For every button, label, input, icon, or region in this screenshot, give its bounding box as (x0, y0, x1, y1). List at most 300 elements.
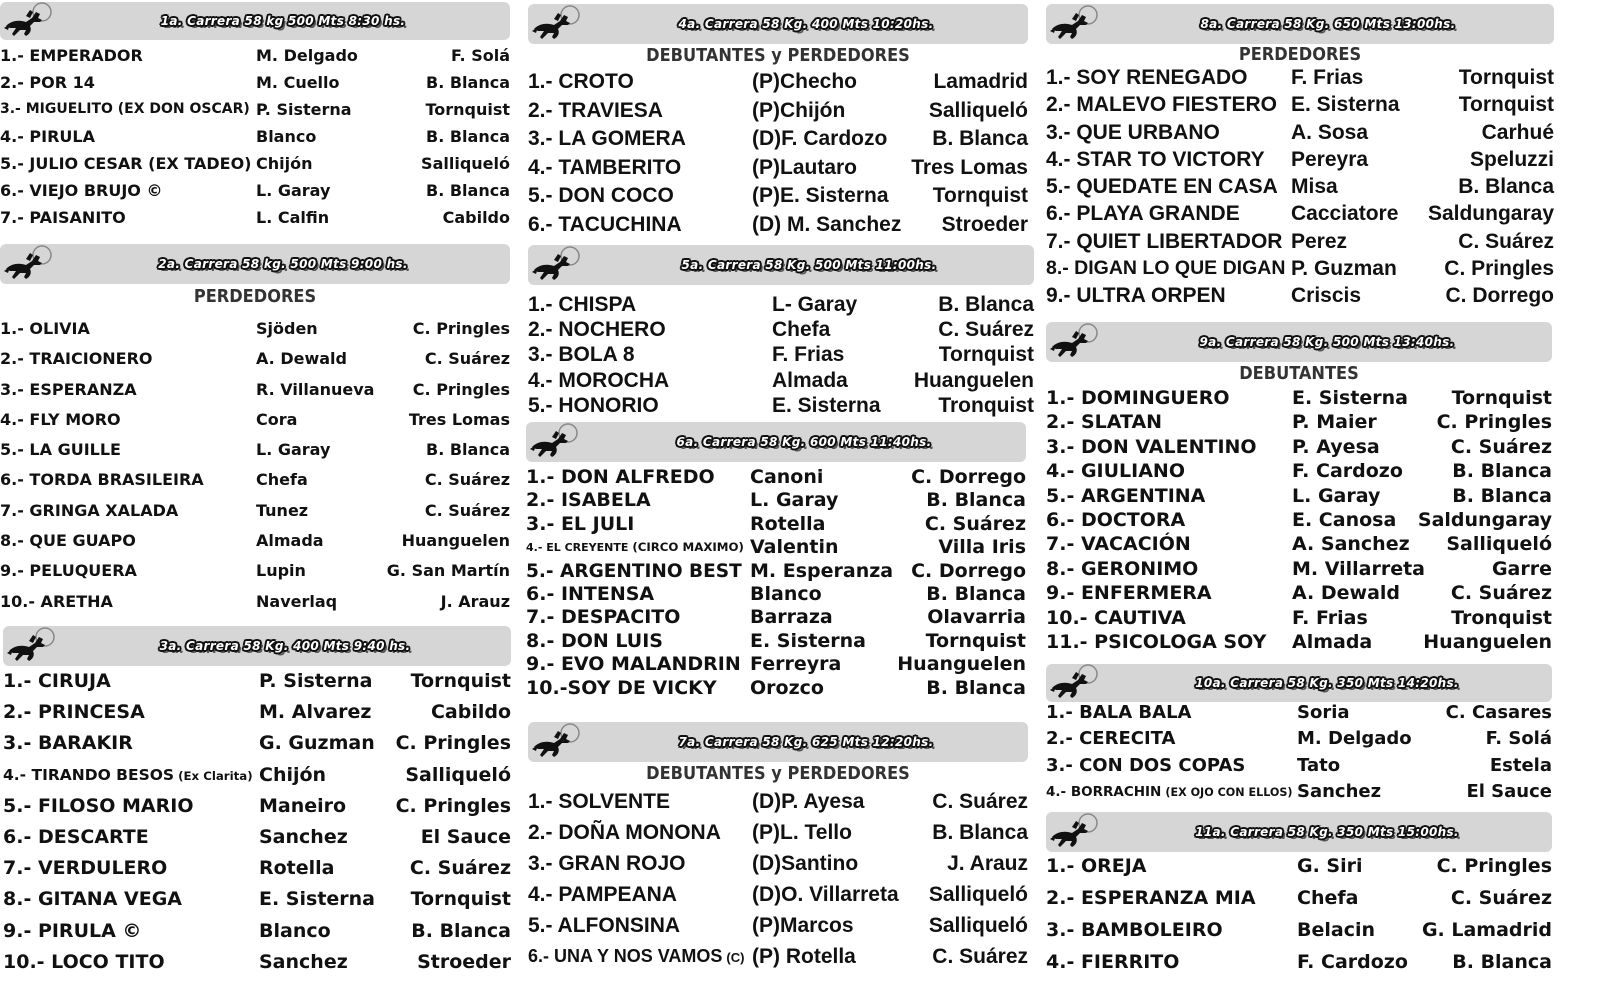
race-title: 8a. Carrera 58 Kg. 650 Mts 13:00hs. (1200, 17, 1456, 31)
entry-list (528, 786, 1028, 972)
horse-name-text: 3.- BAMBOLEIRO (1046, 919, 1223, 941)
city-name: Carhué (1481, 120, 1554, 144)
city-name: J. Arauz (440, 591, 510, 611)
race-title: 2a. Carrera 58 kg. 500 Mts 9:00 hs. (158, 257, 408, 271)
horse-name-text: 4.- STAR TO VICTORY (1046, 147, 1265, 171)
entry-row (1046, 700, 1552, 726)
city-name: Cabildo (442, 208, 510, 227)
entry-row (1046, 484, 1552, 508)
horse-name (526, 466, 715, 489)
horse-name (0, 496, 178, 526)
horse-name (1046, 282, 1226, 309)
entry-row (528, 125, 1028, 154)
horse-name-text: 2.- SLATAN (1046, 411, 1163, 434)
city-name: B. Blanca (426, 127, 510, 146)
race-banner (1046, 664, 1552, 702)
entry-row (0, 204, 510, 231)
race-block (528, 722, 1028, 968)
city-name: Tornquist (425, 100, 510, 119)
horse-name (1046, 459, 1185, 483)
horse-name-text: 6.- PLAYA GRANDE (1046, 202, 1240, 226)
horse-name (1046, 850, 1146, 882)
entry-row (1046, 914, 1552, 946)
horse-name-text: 1.- OREJA (1046, 855, 1147, 877)
entry-row (1046, 508, 1552, 532)
horse-name (528, 941, 744, 973)
entry-row (526, 583, 1026, 606)
entry-row (3, 947, 511, 978)
jockey-name: E. Sisterna (772, 393, 881, 417)
city-name: B. Blanca (1458, 175, 1554, 199)
jockey-name: P. Sisterna (259, 670, 373, 692)
entry-row (3, 666, 511, 697)
horse-name-text: 5.- ARGENTINA (1046, 484, 1206, 507)
jockey-name: M. Cuello (256, 73, 340, 92)
horse-name-text: 2.- MALEVO FIESTERO (1046, 93, 1278, 117)
jockey-name: Cacciatore (1291, 202, 1399, 226)
horse-name-text: 3.- ESPERANZA (0, 379, 137, 399)
horse-name (0, 314, 90, 344)
horse-name-text: 8.- DIGAN LO QUE DIGAN (1046, 257, 1286, 280)
horse-name-text: 5.- DON COCO (528, 184, 674, 207)
city-name: Salliqueló (928, 98, 1028, 122)
jockey-name: (P)L. Tello (752, 821, 852, 844)
race-banner (0, 2, 510, 40)
city-name: C. Pringles (1436, 411, 1552, 434)
entry-row (1046, 532, 1552, 556)
race-title: 3a. Carrera 58 Kg. 400 Mts 9:40 hs. (159, 639, 411, 653)
horse-name (528, 786, 670, 817)
entry-row (528, 848, 1028, 879)
horse-name (528, 817, 721, 848)
entry-row (0, 344, 510, 374)
horse-name (3, 697, 145, 728)
race-banner (1046, 812, 1552, 852)
entry-list (1046, 850, 1552, 978)
horse-name (528, 393, 659, 418)
horse-name (526, 513, 634, 536)
entry-row (528, 292, 1034, 317)
horse-name-text: 6.- DOCTORA (1046, 508, 1186, 531)
horse-name (1046, 532, 1191, 556)
city-name: Olavarria (927, 606, 1026, 629)
horse-name-text: 3.- DON VALENTINO (1046, 435, 1257, 458)
entry-row (1046, 282, 1554, 309)
city-name: Lamadrid (933, 70, 1028, 93)
horse-name-text: 3.- CON DOS COPAS (1046, 754, 1246, 776)
horse-name (3, 728, 133, 759)
race-category: DEBUTANTES y PERDEDORES (646, 45, 910, 66)
horse-name-text: 2.- POR 14 (0, 73, 95, 92)
horse-name (3, 760, 253, 792)
entry-row (1046, 200, 1554, 227)
entry-row (1046, 410, 1552, 434)
horse-name (0, 556, 137, 586)
horse-name-text: 3.- QUE URBANO (1046, 120, 1220, 144)
entry-list (3, 666, 511, 978)
entry-row (1046, 779, 1552, 805)
entry-row (526, 606, 1026, 629)
city-name: B. Blanca (926, 489, 1026, 512)
city-name: Tornquist (410, 888, 511, 911)
city-name: G. San Martín (386, 561, 510, 581)
entry-row (0, 435, 510, 465)
entry-row (3, 760, 511, 791)
horse-icon (2, 2, 56, 40)
horse-name (0, 150, 251, 177)
horse-name (0, 405, 121, 435)
horse-name (0, 204, 126, 231)
city-name: B. Blanca (926, 676, 1026, 699)
horse-name (0, 42, 143, 69)
entry-row (1046, 606, 1552, 630)
horse-name (1046, 255, 1285, 282)
entry-row (1046, 91, 1554, 118)
horse-name-text: 6.- INTENSA (526, 582, 655, 605)
entry-row (1046, 459, 1552, 483)
city-name: Estela (1489, 754, 1552, 776)
city-name: Huanguelen (897, 653, 1026, 676)
city-name: Tronquist (1451, 606, 1552, 629)
horse-name (526, 606, 680, 629)
horse-name-text: 2.- TRAICIONERO (0, 349, 153, 369)
jockey-name: Almada (256, 531, 324, 551)
horse-name-text: 2.- CERECITA (1046, 728, 1176, 750)
jockey-name: L. Garay (750, 489, 839, 512)
horse-name (528, 68, 634, 97)
horse-name-text: 5.- HONORIO (528, 393, 659, 417)
race-category: DEBUTANTES (1239, 363, 1359, 384)
city-name: B. Blanca (932, 127, 1028, 150)
horse-name-text: 1.- SOLVENTE (528, 790, 670, 813)
city-name: Tornquist (1458, 66, 1554, 89)
horse-name-text: 4.- TAMBERITO (528, 155, 682, 179)
horse-name-text: 3.- GRAN ROJO (528, 852, 686, 875)
horse-name (526, 489, 651, 512)
jockey-name: Ferreyra (750, 653, 842, 676)
horse-name (1046, 753, 1245, 779)
city-name: C. Pringles (1444, 257, 1554, 281)
horse-name-text: 6.- VIEJO BRUJO © (0, 181, 163, 200)
horse-name-text: 3.- MIGUELITO (EX DON OSCAR) (0, 101, 250, 117)
jockey-name: L- Garay (772, 293, 858, 316)
horse-name (1046, 946, 1179, 978)
entry-row (1046, 630, 1552, 654)
horse-icon (5, 627, 59, 665)
jockey-name: Misa (1291, 175, 1338, 199)
horse-name (528, 848, 686, 879)
horse-name-text: 1.- CHISPA (528, 293, 637, 316)
entry-list (1046, 386, 1552, 654)
entry-row (0, 587, 510, 617)
race-block (526, 422, 1026, 699)
horse-name (1046, 581, 1212, 605)
entry-list (528, 68, 1028, 239)
city-name: Stroeder (941, 212, 1028, 236)
jockey-name: M. Delgado (1297, 728, 1412, 750)
entry-list (0, 314, 510, 617)
horse-name (0, 375, 137, 405)
jockey-name: E. Sisterna (750, 629, 867, 652)
city-name: C. Suárez (932, 945, 1028, 968)
horse-name (3, 947, 165, 978)
city-name: Huanguelen (913, 368, 1034, 392)
horse-name-text: 8.- GERONIMO (1046, 557, 1199, 580)
horse-name-text: 4.- FLY MORO (0, 409, 121, 429)
entry-row (528, 68, 1028, 97)
entry-row (1046, 173, 1554, 200)
horse-icon (1048, 664, 1102, 702)
horse-name-text: 2.- NOCHERO (528, 318, 666, 342)
horse-name-text: 4.- BORRACHIN (1046, 783, 1162, 800)
entry-row (528, 211, 1028, 240)
entry-row (528, 941, 1028, 972)
horse-name-text: 5.- QUEDATE EN CASA (1046, 175, 1278, 199)
race-title: 7a. Carrera 58 Kg. 625 Mts 12:20hs. (678, 735, 934, 749)
horse-name-text: 6.- UNA Y NOS VAMOS (528, 946, 723, 966)
city-name: B. Blanca (1452, 484, 1552, 507)
entry-row (0, 496, 510, 526)
entry-row (3, 697, 511, 728)
jockey-name: F. Frias (1292, 606, 1368, 629)
entry-row (526, 560, 1026, 583)
horse-icon (530, 723, 584, 761)
city-name: C. Pringles (412, 319, 510, 338)
jockey-name: A. Sanchez (1292, 533, 1410, 556)
jockey-name: (D) M. Sanchez (752, 212, 902, 236)
city-name: C. Suárez (1458, 229, 1554, 253)
horse-name-text: 9.- PIRULA © (3, 919, 142, 942)
jockey-name: P. Ayesa (1292, 435, 1380, 458)
jockey-name: Blanco (256, 127, 317, 146)
jockey-name: M. Delgado (256, 46, 358, 65)
horse-name (1046, 119, 1220, 146)
city-name: Tornquist (925, 629, 1026, 652)
jockey-name: (D)O. Villarreta (752, 883, 899, 906)
jockey-name: M. Villarreta (1292, 557, 1425, 580)
jockey-name: Tunez (256, 500, 309, 520)
horse-name (0, 435, 121, 465)
horse-name-text: 1.- SOY RENEGADO (1046, 66, 1248, 89)
jockey-name: A. Dewald (256, 349, 347, 369)
jockey-name: L. Calfin (256, 208, 330, 227)
entry-row (528, 910, 1028, 941)
horse-name-text: 1.- CIRUJA (3, 670, 111, 692)
jockey-name: Soria (1297, 702, 1350, 723)
race-banner (3, 626, 511, 666)
city-name: Huanguelen (401, 531, 510, 551)
city-name: Tornquist (938, 343, 1034, 367)
city-name: Villa Iris (938, 536, 1026, 559)
horse-name-text: 1.- DOMINGUERO (1046, 387, 1230, 409)
horse-name-text: 4.- PIRULA (0, 127, 95, 146)
city-name: C. Dorrego (911, 559, 1026, 582)
jockey-name: Sjöden (256, 319, 318, 338)
entry-row (0, 96, 510, 123)
horse-name (528, 125, 686, 154)
race-banner (528, 722, 1028, 762)
horse-name (3, 884, 182, 915)
race-block (3, 626, 511, 973)
horse-name-text: 9.- PELUQUERA (0, 561, 137, 581)
city-name: Tornquist (1458, 93, 1554, 117)
horse-name (0, 465, 204, 495)
jockey-name: Tato (1297, 754, 1341, 776)
horse-name-text: 1.- EMPERADOR (0, 46, 143, 65)
entry-list (0, 42, 510, 231)
horse-name (1046, 91, 1277, 118)
horse-icon (1048, 813, 1102, 851)
jockey-name: Criscis (1291, 284, 1362, 308)
city-name: C. Pringles (412, 379, 510, 399)
city-name: C. Suárez (409, 857, 511, 880)
race-title: 9a. Carrera 58 Kg. 500 Mts 13:40hs. (1199, 335, 1455, 349)
jockey-name: Naverlaq (256, 591, 338, 611)
horse-name (528, 879, 677, 910)
race-banner (526, 422, 1026, 462)
city-name: Garre (1491, 557, 1552, 580)
horse-note: (EX OJO CON ELLOS) (1165, 785, 1293, 799)
race-banner (528, 4, 1028, 44)
jockey-name: Chefa (1297, 887, 1359, 909)
city-name: B. Blanca (426, 440, 510, 460)
jockey-name: Blanco (259, 919, 331, 942)
jockey-name: Chefa (256, 470, 308, 490)
horse-name-text: 7.- GRINGA XALADA (0, 500, 179, 520)
city-name: J. Arauz (947, 852, 1028, 875)
jockey-name: G. Guzman (259, 732, 375, 755)
horse-name-text: 6.- DESCARTE (3, 825, 149, 848)
horse-name (528, 182, 674, 211)
horse-note: (CIRCO MAXIMO) (632, 540, 744, 555)
horse-name-text: 1.- CROTO (528, 70, 634, 93)
city-name: C. Pringles (1436, 855, 1552, 877)
entry-row (3, 728, 511, 759)
horse-name (1046, 630, 1266, 654)
entry-row (3, 853, 511, 884)
city-name: Tres Lomas (408, 409, 510, 429)
jockey-name: Chijón (256, 154, 313, 173)
entry-row (1046, 753, 1552, 779)
jockey-name: (D)Santino (752, 852, 859, 875)
jockey-name: F. Frias (772, 343, 845, 367)
horse-name-text: 8.- GITANA VEGA (3, 888, 182, 911)
race-block (1046, 664, 1552, 802)
horse-name (1046, 410, 1162, 434)
horse-name-text: 6.- TACUCHINA (528, 212, 682, 236)
jockey-name: Lupin (256, 561, 306, 581)
horse-name-text: 9.- ENFERMERA (1046, 582, 1212, 605)
horse-name (1046, 200, 1240, 227)
city-name: F. Solá (1485, 728, 1552, 750)
city-name: Speluzzi (1469, 147, 1554, 171)
city-name: Tornquist (932, 184, 1028, 207)
horse-name-text: 10.-SOY DE VICKY (526, 676, 717, 699)
jockey-name: Canoni (750, 466, 824, 488)
jockey-name: P. Sisterna (256, 100, 352, 119)
horse-name (1046, 700, 1191, 726)
entry-row (528, 879, 1028, 910)
horse-name (528, 97, 663, 126)
horse-name (1046, 508, 1185, 532)
race-block (1046, 322, 1552, 653)
city-name: B. Blanca (926, 582, 1026, 605)
race-banner (1046, 4, 1554, 44)
city-name: Cabildo (430, 701, 511, 724)
entry-row (0, 150, 510, 177)
entry-row (0, 69, 510, 96)
horse-name (526, 653, 741, 676)
city-name: Tres Lomas (911, 155, 1028, 179)
race-block (0, 244, 510, 611)
jockey-name: Almada (772, 368, 848, 392)
entry-row (528, 97, 1028, 126)
horse-name (0, 587, 113, 617)
jockey-name: A. Dewald (1292, 582, 1401, 605)
horse-name (1046, 557, 1198, 581)
horse-name-text: 9.- ULTRA ORPEN (1046, 284, 1226, 308)
entry-row (528, 154, 1028, 183)
jockey-name: P. Maier (1292, 411, 1377, 434)
city-name: Huanguelen (1423, 630, 1552, 653)
horse-name-text: 1.- BALA BALA (1046, 702, 1192, 723)
horse-name (0, 96, 250, 123)
city-name: C. Dorrego (911, 466, 1026, 488)
city-name: Salliqueló (928, 914, 1028, 937)
horse-name (0, 177, 162, 204)
horse-name-text: 11.- PSICOLOGA SOY (1046, 630, 1267, 653)
jockey-name: F. Frias (1291, 66, 1364, 89)
horse-name (1046, 435, 1257, 459)
jockey-name: Orozco (750, 676, 824, 699)
horse-name-text: 7.- QUIET LIBERTADOR (1046, 229, 1283, 253)
entry-row (528, 817, 1028, 848)
city-name: B. Blanca (1452, 460, 1552, 483)
city-name: C. Suárez (424, 500, 510, 520)
horse-icon (1048, 323, 1102, 361)
jockey-name: Blanco (750, 582, 822, 605)
jockey-name: E. Canosa (1292, 508, 1397, 531)
race-block (528, 245, 1034, 417)
entry-row (528, 182, 1028, 211)
entry-row (3, 916, 511, 947)
jockey-name: (P)Marcos (752, 914, 854, 937)
horse-name (526, 560, 742, 583)
race-block (528, 4, 1028, 236)
horse-name (528, 342, 635, 367)
jockey-name: Valentin (750, 536, 839, 559)
jockey-name: Perez (1291, 229, 1348, 253)
jockey-name: Chefa (772, 318, 831, 342)
race-block (0, 2, 510, 227)
horse-name-text: 5.- ALFONSINA (528, 914, 681, 937)
race-category: PERDEDORES (1238, 44, 1362, 65)
entry-row (528, 786, 1028, 817)
horse-name (3, 853, 167, 884)
entry-row (0, 375, 510, 405)
horse-name (0, 344, 153, 374)
jockey-name: P. Guzman (1291, 257, 1397, 281)
city-name: B. Blanca (426, 73, 510, 92)
entry-row (1046, 726, 1552, 752)
horse-name-text: 5.- FILOSO MARIO (3, 794, 194, 817)
city-name: C. Pringles (395, 794, 511, 817)
entry-row (1046, 386, 1552, 410)
city-name: Saldungaray (1417, 508, 1552, 531)
city-name: B. Blanca (938, 293, 1034, 316)
jockey-name: Rotella (750, 512, 826, 535)
entry-row (1046, 435, 1552, 459)
